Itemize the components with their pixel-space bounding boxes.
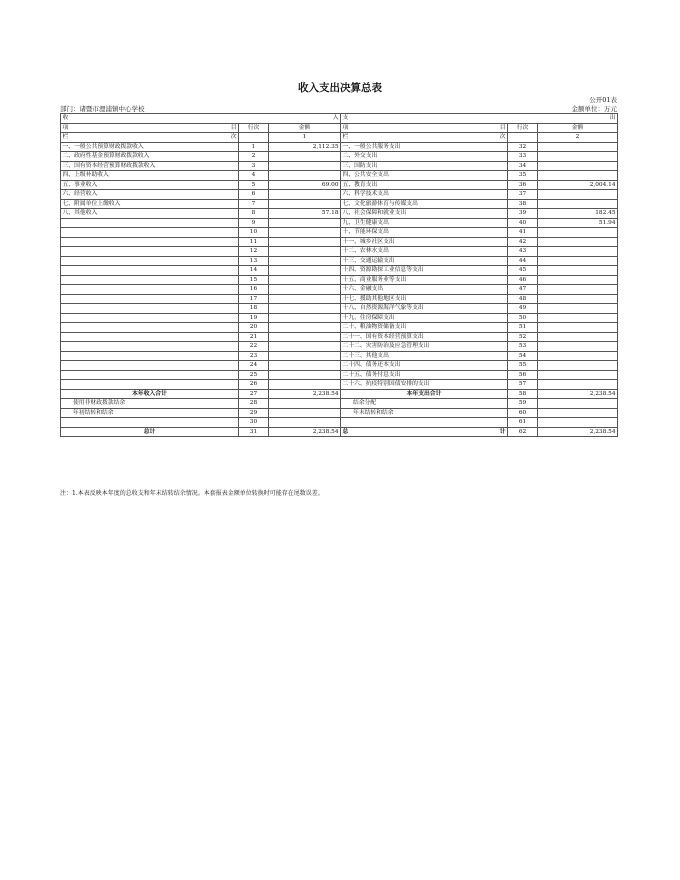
expense-amount <box>538 332 618 342</box>
table-row <box>61 256 618 266</box>
income-row-no: 22 <box>239 342 269 352</box>
income-item-name: 本年收入合计 <box>61 389 239 399</box>
expense-row-no: 57 <box>508 380 538 390</box>
expense-amount: 182.45 <box>538 209 618 219</box>
income-item-name <box>61 361 239 371</box>
table-row <box>61 351 618 361</box>
unit-label: 金额单位：万元 <box>571 105 617 113</box>
total-left: 总 <box>342 428 349 435</box>
expense-item-name <box>341 427 508 437</box>
table-row <box>61 180 618 190</box>
expense-row-no: 36 <box>508 180 538 190</box>
expense-row-no: 62 <box>508 427 538 437</box>
expense-amount: 2,004.14 <box>538 180 618 190</box>
income-item-name <box>61 266 239 276</box>
income-row-no: 17 <box>239 294 269 304</box>
expense-amount <box>538 266 618 276</box>
income-item-name <box>61 247 239 257</box>
expense-item-name: 十一、城乡社区支出 <box>341 237 508 247</box>
expense-item-name: 年末结转和结余 <box>341 408 508 418</box>
expense-amount <box>538 199 618 209</box>
expense-row-no: 61 <box>508 418 538 428</box>
expense-item-name: 十、节能环保支出 <box>341 228 508 238</box>
income-amount <box>269 190 341 200</box>
expense-item-name: 一、一般公共服务支出 <box>341 142 508 152</box>
expense-amount <box>538 237 618 247</box>
expense-row-no: 40 <box>508 218 538 228</box>
income-row-no: 1 <box>239 142 269 152</box>
expense-amount <box>538 171 618 181</box>
income-item-name: 五、事业收入 <box>61 180 239 190</box>
expense-row-no: 54 <box>508 351 538 361</box>
income-amount: 2,112.35 <box>269 142 341 152</box>
expense-amount <box>538 285 618 295</box>
expense-item-name: 七、文化旅游体育与传媒支出 <box>341 199 508 209</box>
income-row-no: 14 <box>239 266 269 276</box>
income-item-name: 七、附属单位上缴收入 <box>61 199 239 209</box>
table-row <box>61 161 618 171</box>
income-row-no: 8 <box>239 209 269 219</box>
income-item-name <box>61 370 239 380</box>
income-item-name <box>61 304 239 314</box>
income-header-left: 收 <box>62 115 69 122</box>
amount-header: 金额 <box>269 123 341 133</box>
expense-item-name: 二十四、债务还本支出 <box>341 361 508 371</box>
income-item-name <box>61 342 239 352</box>
expense-amount <box>538 294 618 304</box>
expense-row-no: 60 <box>508 408 538 418</box>
expense-row-no: 51 <box>508 323 538 333</box>
header-row-section <box>61 114 618 124</box>
income-item-name: 三、国有资本经营预算财政拨款收入 <box>61 161 239 171</box>
income-item-name <box>61 332 239 342</box>
expense-item-name: 六、科学技术支出 <box>341 190 508 200</box>
table-row <box>61 380 618 390</box>
expense-item-name: 二十五、债务付息支出 <box>341 370 508 380</box>
income-item-name <box>61 218 239 228</box>
table-row <box>61 294 618 304</box>
income-amount <box>269 370 341 380</box>
expense-amount <box>538 275 618 285</box>
income-amount <box>269 323 341 333</box>
expense-amount <box>538 342 618 352</box>
expense-item-name: 二十一、国有资本经营预算支出 <box>341 332 508 342</box>
expense-row-no: 41 <box>508 228 538 238</box>
expense-amount: 2,238.54 <box>538 389 618 399</box>
expense-item-name: 十四、资源勘探工业信息等支出 <box>341 266 508 276</box>
income-amount: 69.00 <box>269 180 341 190</box>
table-row <box>61 323 618 333</box>
table-row <box>61 342 618 352</box>
income-amount <box>269 199 341 209</box>
table-row <box>61 218 618 228</box>
income-item-name: 使用非财政拨款结余 <box>61 399 239 409</box>
table-row <box>61 190 618 200</box>
income-amount <box>269 418 341 428</box>
income-amount: 2,238.54 <box>269 389 341 399</box>
income-amount <box>269 285 341 295</box>
table-row <box>61 389 618 399</box>
income-row-no: 26 <box>239 380 269 390</box>
income-amount <box>269 237 341 247</box>
expense-item-name: 五、教育支出 <box>341 180 508 190</box>
income-row-no: 16 <box>239 285 269 295</box>
expense-amount <box>538 351 618 361</box>
expense-row-no: 56 <box>508 370 538 380</box>
income-item-name <box>61 323 239 333</box>
expense-item-name: 四、公共安全支出 <box>341 171 508 181</box>
table-row <box>61 408 618 418</box>
table-row <box>61 332 618 342</box>
income-row-no: 15 <box>239 275 269 285</box>
income-amount <box>269 228 341 238</box>
expense-amount <box>538 247 618 257</box>
income-amount <box>269 304 341 314</box>
expense-item-name: 十二、农林水支出 <box>341 247 508 257</box>
income-row-no: 29 <box>239 408 269 418</box>
table-row <box>61 285 618 295</box>
header-row-column-index <box>61 133 618 143</box>
expense-header-left: 支 <box>342 115 349 122</box>
income-amount <box>269 266 341 276</box>
table-row <box>61 142 618 152</box>
expense-amount <box>538 361 618 371</box>
income-row-no: 23 <box>239 351 269 361</box>
income-amount <box>269 351 341 361</box>
expense-row-no: 46 <box>508 275 538 285</box>
income-amount <box>269 380 341 390</box>
footnote: 注：1.本表反映本年度的总收支和年末结转结余情况。本套报表金额单位转换时可能存在尾数误差。 <box>60 490 324 497</box>
expense-item-name: 二十六、抗疫特别国债安排的支出 <box>341 380 508 390</box>
expense-item-name: 十五、商业服务业等支出 <box>341 275 508 285</box>
income-row-no: 21 <box>239 332 269 342</box>
income-item-name: 八、其他收入 <box>61 209 239 219</box>
amount-header: 金额 <box>538 123 618 133</box>
income-amount <box>269 361 341 371</box>
expense-item-name: 结余分配 <box>341 399 508 409</box>
income-item-name <box>61 285 239 295</box>
income-amount <box>269 332 341 342</box>
income-row-no: 20 <box>239 323 269 333</box>
income-row-no: 11 <box>239 237 269 247</box>
expense-amount <box>538 190 618 200</box>
income-row-no: 9 <box>239 218 269 228</box>
expense-item-name: 十三、交通运输支出 <box>341 256 508 266</box>
expense-row-no: 47 <box>508 285 538 295</box>
expense-row-no: 53 <box>508 342 538 352</box>
table-row <box>61 237 618 247</box>
expense-item-name: 二十二、灾害防治及应急管理支出 <box>341 342 508 352</box>
expense-amount: 51.94 <box>538 218 618 228</box>
col-index-left: 栏 <box>342 134 349 141</box>
income-amount <box>269 294 341 304</box>
expense-row-no: 43 <box>508 247 538 257</box>
item-header-left: 项 <box>342 124 349 131</box>
expense-item-name: 十六、金融支出 <box>341 285 508 295</box>
page-title: 收入支出决算总表 <box>298 82 382 94</box>
income-amount <box>269 399 341 409</box>
income-row-no: 7 <box>239 199 269 209</box>
income-header-right: 入 <box>332 115 339 122</box>
expense-row-no: 49 <box>508 304 538 314</box>
expense-row-no: 37 <box>508 190 538 200</box>
expense-row-no: 38 <box>508 199 538 209</box>
income-row-no: 30 <box>239 418 269 428</box>
expense-item-name: 八、社会保障和就业支出 <box>341 209 508 219</box>
income-row-no: 19 <box>239 313 269 323</box>
row-no-header: 行次 <box>508 123 538 133</box>
expense-item-name: 九、卫生健康支出 <box>341 218 508 228</box>
expense-row-no: 48 <box>508 294 538 304</box>
income-item-name: 二、政府性基金预算财政拨款收入 <box>61 152 239 162</box>
table-row <box>61 399 618 409</box>
table-row <box>61 418 618 428</box>
expense-item-name: 二十三、其他支出 <box>341 351 508 361</box>
total-right: 计 <box>499 428 506 435</box>
expense-row-no: 42 <box>508 237 538 247</box>
item-header-right: 目 <box>499 124 506 131</box>
expense-row-no: 44 <box>508 256 538 266</box>
expense-amount <box>538 142 618 152</box>
expense-row-no: 45 <box>508 266 538 276</box>
income-amount <box>269 171 341 181</box>
expense-row-no: 55 <box>508 361 538 371</box>
table-row <box>61 199 618 209</box>
table-row <box>61 304 618 314</box>
table-row <box>61 228 618 238</box>
income-item-name <box>61 294 239 304</box>
expense-row-no: 52 <box>508 332 538 342</box>
income-item-name <box>61 228 239 238</box>
expense-amount <box>538 152 618 162</box>
income-row-no: 3 <box>239 161 269 171</box>
income-amount <box>269 313 341 323</box>
expense-amount <box>538 380 618 390</box>
expense-row-no: 33 <box>508 152 538 162</box>
income-row-no: 10 <box>239 228 269 238</box>
expense-item-name: 十八、自然资源海洋气象等支出 <box>341 304 508 314</box>
expense-row-no: 34 <box>508 161 538 171</box>
income-item-name: 总计 <box>61 427 239 437</box>
income-item-name: 六、经营收入 <box>61 190 239 200</box>
income-item-name <box>61 313 239 323</box>
income-row-no: 27 <box>239 389 269 399</box>
col-index-expense-amount: 2 <box>538 133 618 143</box>
expense-item-name: 二、外交支出 <box>341 152 508 162</box>
meta-row <box>60 104 617 113</box>
table-row <box>61 313 618 323</box>
item-header-right: 目 <box>230 124 237 131</box>
expense-item-name: 二十、粮油物资储备支出 <box>341 323 508 333</box>
expense-amount <box>538 408 618 418</box>
table-row <box>61 266 618 276</box>
income-amount: 2,238.54 <box>269 427 341 437</box>
income-row-no: 31 <box>239 427 269 437</box>
expense-amount <box>538 313 618 323</box>
income-row-no: 13 <box>239 256 269 266</box>
income-row-no: 5 <box>239 180 269 190</box>
expense-row-no: 59 <box>508 399 538 409</box>
table-row <box>61 171 618 181</box>
income-row-no: 28 <box>239 399 269 409</box>
table-row <box>61 275 618 285</box>
table-row <box>61 427 618 437</box>
expense-item-name: 十七、援助其他地区支出 <box>341 294 508 304</box>
expense-amount <box>538 256 618 266</box>
item-header-left: 项 <box>62 124 69 131</box>
income-amount <box>269 161 341 171</box>
income-amount <box>269 218 341 228</box>
income-row-no: 25 <box>239 370 269 380</box>
income-amount <box>269 256 341 266</box>
income-amount <box>269 152 341 162</box>
table-row <box>61 152 618 162</box>
expense-item-name <box>341 418 508 428</box>
income-item-name: 四、上级补助收入 <box>61 171 239 181</box>
row-no-header: 行次 <box>239 123 269 133</box>
income-item-name <box>61 351 239 361</box>
income-expense-table <box>60 113 618 437</box>
income-row-no: 4 <box>239 171 269 181</box>
income-item-name <box>61 237 239 247</box>
expense-row-no: 35 <box>508 171 538 181</box>
expense-item-name: 本年支出合计 <box>341 389 508 399</box>
table-row <box>61 247 618 257</box>
expense-row-no: 58 <box>508 389 538 399</box>
income-row-no: 6 <box>239 190 269 200</box>
expense-row-no: 39 <box>508 209 538 219</box>
department-label: 部门：诸暨市浬浦镇中心学校 <box>60 105 145 113</box>
expense-amount <box>538 304 618 314</box>
income-row-no: 2 <box>239 152 269 162</box>
income-item-name: 年初结转和结余 <box>61 408 239 418</box>
income-item-name <box>61 418 239 428</box>
income-item-name: 一、一般公共预算财政拨款收入 <box>61 142 239 152</box>
table-row <box>61 209 618 219</box>
col-index-right: 次 <box>230 134 237 141</box>
income-row-no: 12 <box>239 247 269 257</box>
col-index-left: 栏 <box>62 134 69 141</box>
income-item-name <box>61 256 239 266</box>
expense-amount <box>538 399 618 409</box>
table-row <box>61 370 618 380</box>
income-item-name <box>61 380 239 390</box>
income-amount <box>269 342 341 352</box>
expense-amount <box>538 370 618 380</box>
income-item-name <box>61 275 239 285</box>
income-amount <box>269 247 341 257</box>
form-number: 公开01表 <box>589 96 617 104</box>
expense-amount <box>538 161 618 171</box>
expense-row-no: 50 <box>508 313 538 323</box>
income-amount <box>269 275 341 285</box>
expense-amount <box>538 228 618 238</box>
income-row-no: 18 <box>239 304 269 314</box>
income-amount: 57.18 <box>269 209 341 219</box>
income-row-no: 24 <box>239 361 269 371</box>
expense-item-name: 三、国防支出 <box>341 161 508 171</box>
expense-header-right: 出 <box>609 115 616 122</box>
table-row <box>61 361 618 371</box>
expense-item-name: 十九、住房保障支出 <box>341 313 508 323</box>
header-row-columns <box>61 123 618 133</box>
expense-amount <box>538 323 618 333</box>
income-amount <box>269 408 341 418</box>
expense-amount <box>538 418 618 428</box>
col-index-income-amount: 1 <box>269 133 341 143</box>
expense-amount: 2,238.54 <box>538 427 618 437</box>
expense-row-no: 32 <box>508 142 538 152</box>
col-index-right: 次 <box>499 134 506 141</box>
